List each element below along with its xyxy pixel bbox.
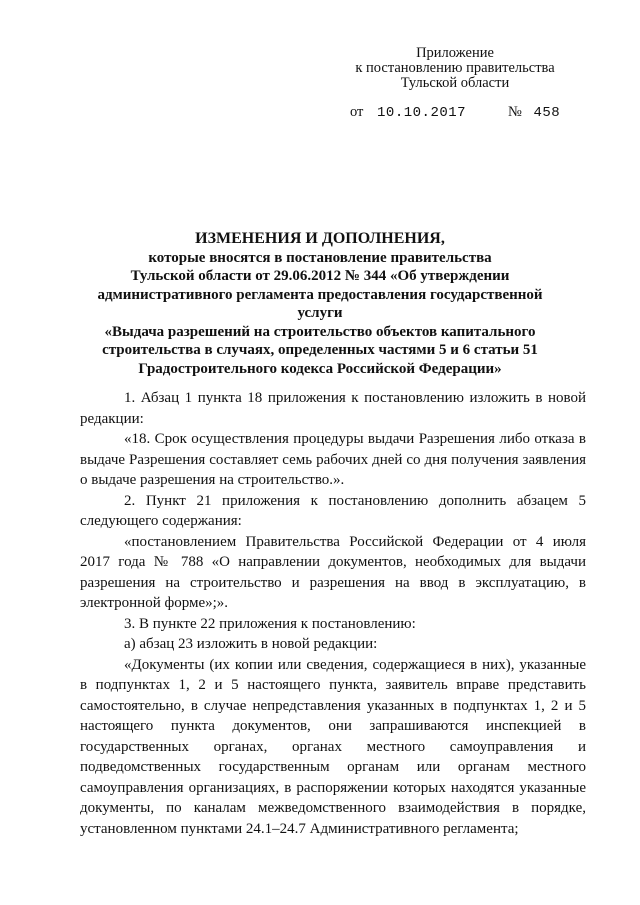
paragraph: а) абзац 23 изложить в новой редакции: [124, 636, 378, 652]
title-line: административного регламента предоставления государственной услуги [97, 286, 543, 321]
decree-date: 10.10.2017 [377, 105, 467, 121]
appendix-header [340, 46, 570, 91]
document-title [80, 230, 560, 378]
paragraph: «18. Срок осуществления процедуры выдачи Разрешения либо отказа в выдаче Разрешения составляет семь рабочих дней со дня получения заявления о выдаче разрешения на строительство.». [80, 431, 586, 488]
paragraph: 3. В пункте 22 приложения к постановлению: [124, 615, 416, 632]
date-prefix: от [350, 104, 364, 120]
decree-number-group [508, 104, 560, 121]
decree-dateline [350, 104, 561, 121]
document-body [80, 388, 586, 839]
paragraph: «постановлением Правительства Российской Федерации от 4 июля 2017 года № 788 «О направлении документов, необходимых для выдачи разрешения на строительство и разрешения на ввод в эксплуатацию, в электронной форме»;». [80, 533, 586, 611]
paragraph: 1. Абзац 1 пункта 18 приложения к постановлению изложить в новой редакции: [80, 390, 586, 427]
decree-number: 458 [533, 105, 561, 121]
title-main: ИЗМЕНЕНИЯ И ДОПОЛНЕНИЯ, [195, 230, 445, 247]
title-line: которые вносятся в постановление правительства [148, 249, 492, 266]
paragraph: 2. Пункт 21 приложения к постановлению дополнить абзацем 5 следующего содержания: [80, 492, 586, 529]
title-line: строительства в случаях, определенных частями 5 и 6 статьи 51 [102, 342, 538, 358]
paragraph: «Документы (их копии или сведения, содержащиеся в них), указанные в подпунктах 1, 2 и 5 настоящего пункта, заявитель вправе представить самостоятельно, в случае непредставления указанных в подпунктах 1, 2 и 5 настоящего пункта документов, они запрашиваются инспекцией в государственных органах, органах местного самоуправления и подведомственных государственным органам или органам местного самоуправления организациях, в распоряжении которых находятся указанные документы, по каналам межведомственного взаимодействия в порядке, установленном пунктами 24.1–24.7 Административного регламента; [80, 656, 586, 837]
appendix-line: Тульской области [400, 75, 510, 91]
title-line: «Выдача разрешений на строительство объектов капитального [104, 323, 536, 340]
number-prefix: № [508, 104, 522, 120]
appendix-line: Приложение [416, 45, 494, 61]
title-line: Тульской области от 29.06.2012 № 344 «Об утверждении [130, 268, 510, 284]
appendix-line: к постановлению правительства [355, 60, 555, 76]
title-line: Градостроительного кодекса Российской Федерации» [138, 360, 502, 377]
